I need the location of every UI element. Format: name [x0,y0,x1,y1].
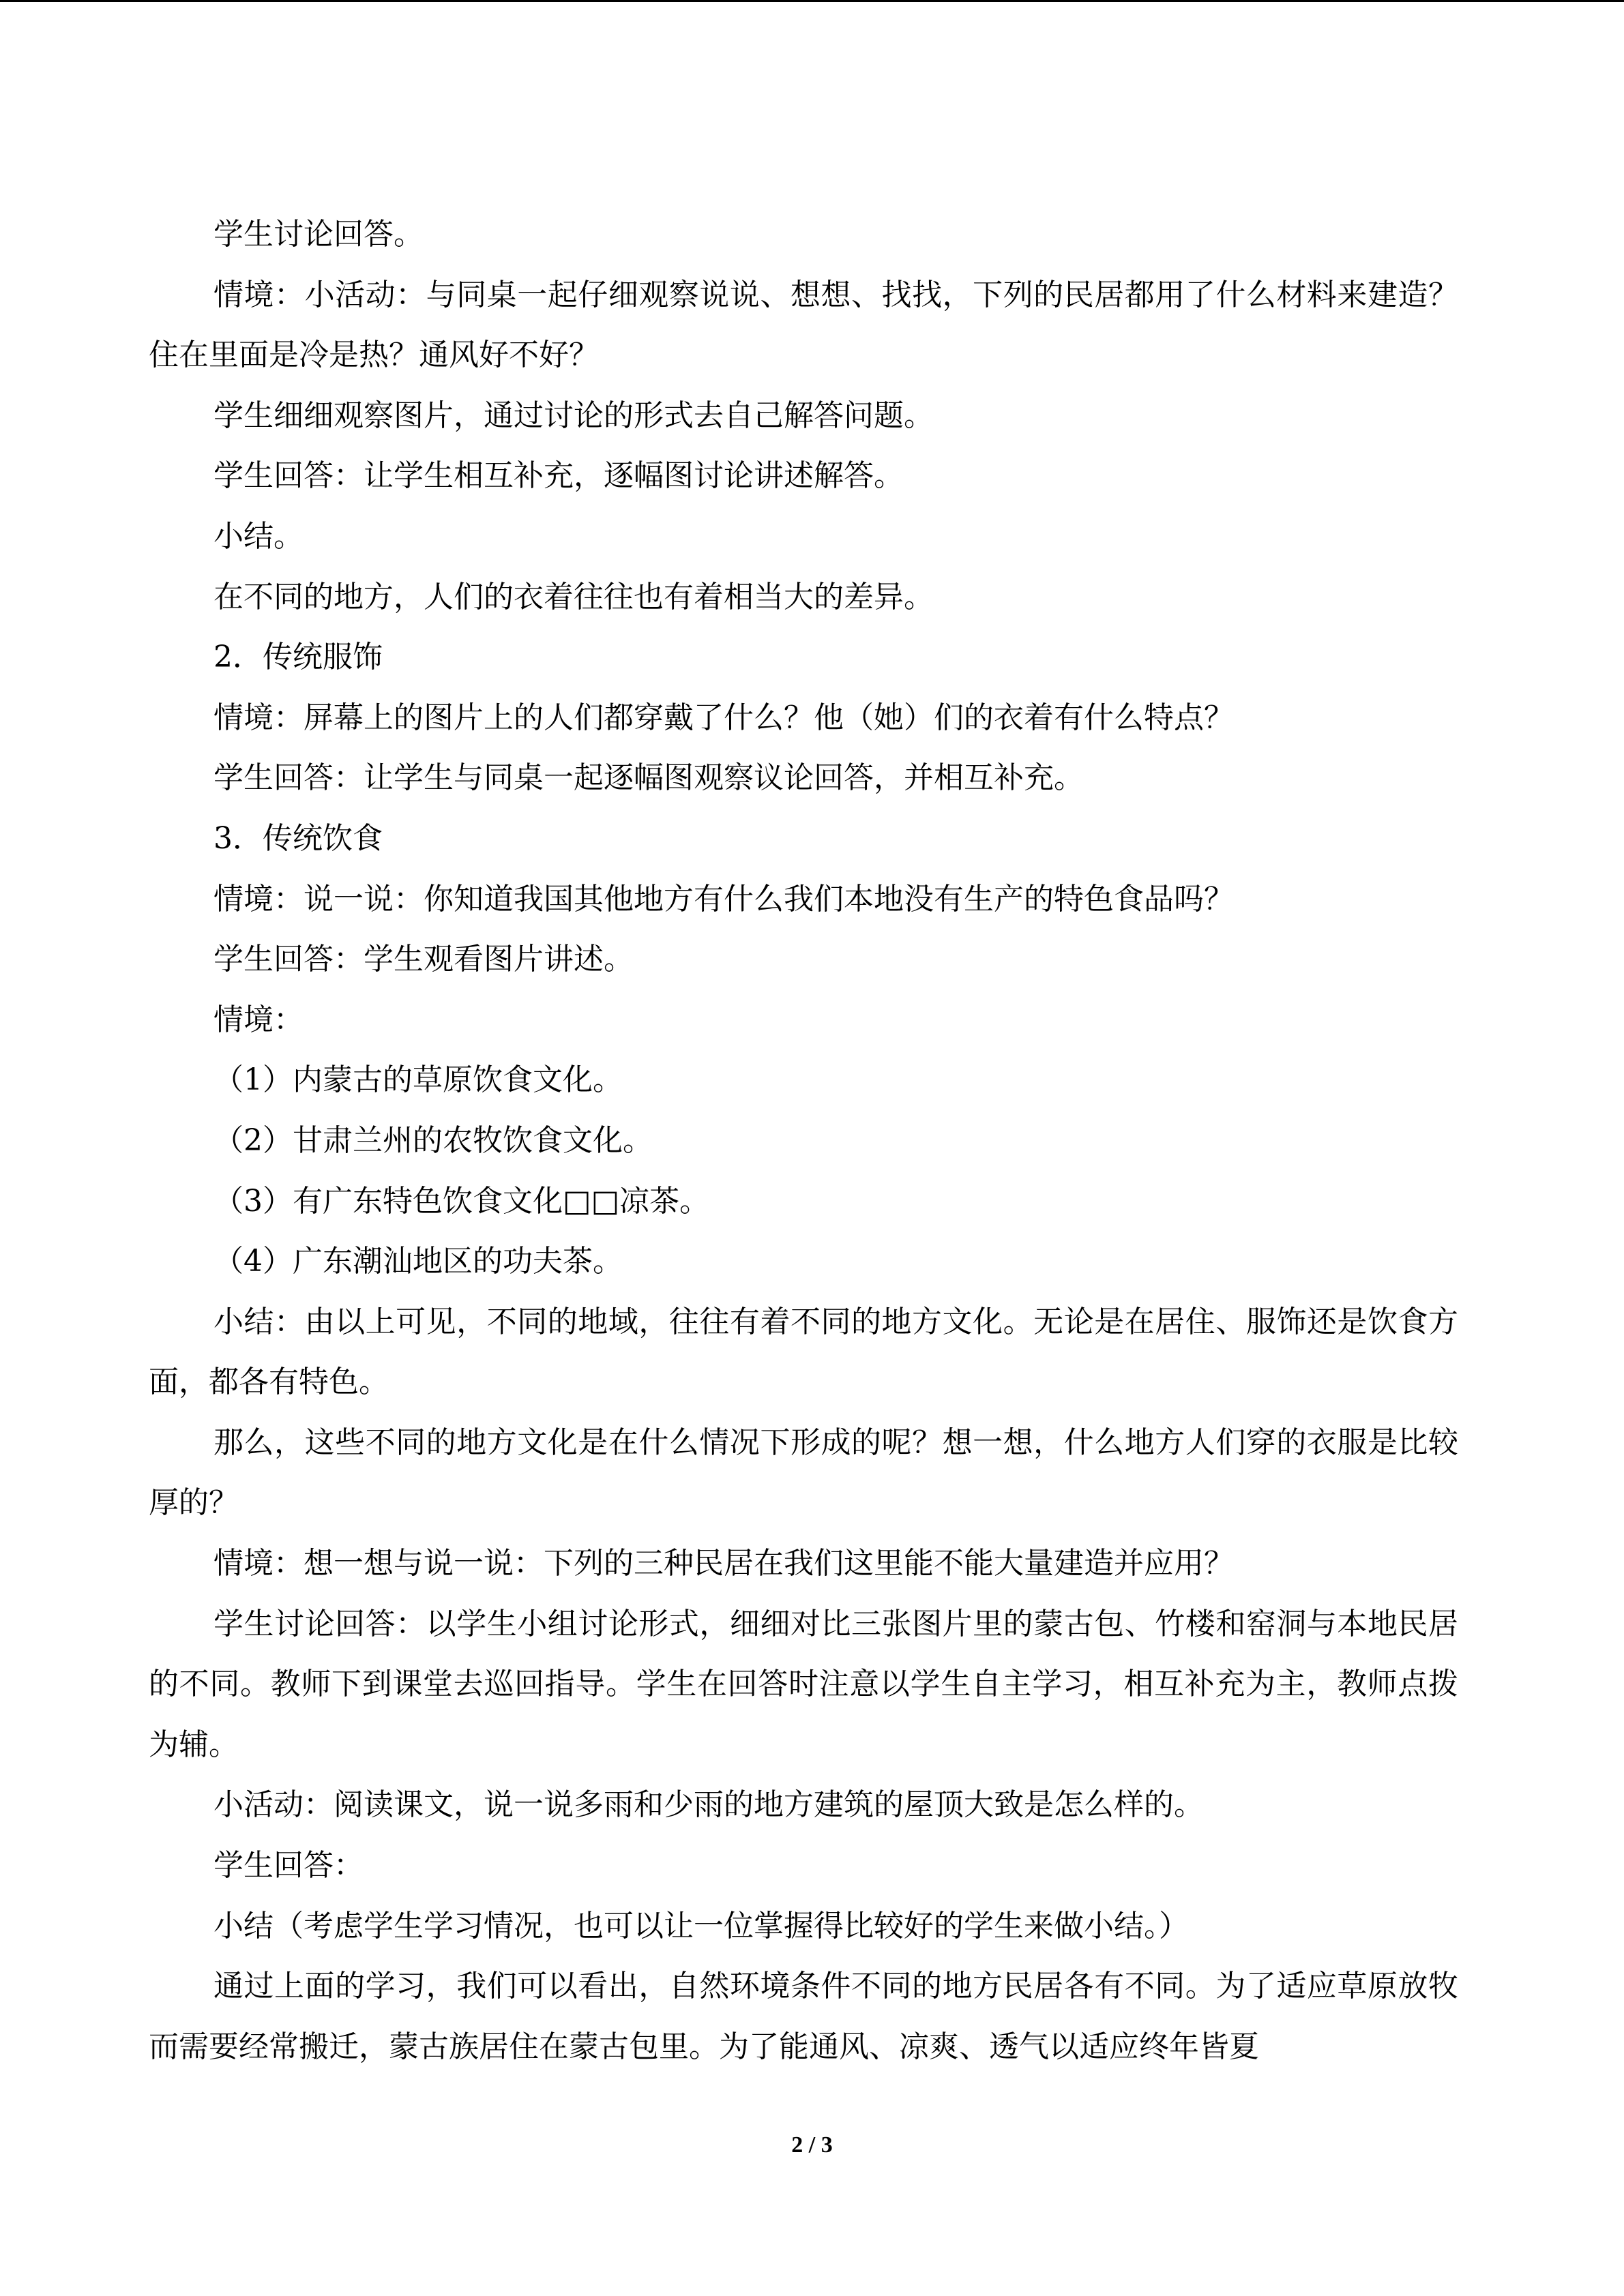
list-item: （4）广东潮汕地区的功夫茶。 [213,1244,623,1279]
list-item: （3）有广东特色饮食文化□□凉茶。 [213,1183,710,1219]
paragraph: 学生细细观察图片，通过讨论的形式去自己解答问题。 [213,398,934,433]
list-item: （1）内蒙古的草原饮食文化。 [213,1062,623,1098]
section-heading: 3．传统饮食 [213,820,383,856]
paragraph: 那么，这些不同的地方文化是在什么情况下形成的呢？想一想，什么地方人们穿的衣服是比较厚的？ [149,1425,1458,1521]
paragraph: 学生讨论回答。 [213,217,424,252]
section-heading: 2．传统服饰 [213,640,383,675]
paragraph: 情境：说一说：你知道我国其他地方有什么我们本地没有生产的特色食品吗？ [213,881,1234,916]
paragraph: 情境：想一想与说一说：下列的三种民居在我们这里能不能大量建造并应用？ [213,1546,1234,1581]
paragraph: 学生回答：让学生与同桌一起逐幅图观察议论回答，并相互补充。 [213,760,1084,796]
list-item: （2）甘肃兰州的农牧饮食文化。 [213,1122,653,1158]
paragraph: 学生回答： [213,1848,364,1883]
paragraph: 学生讨论回答：以学生小组讨论形式，细细对比三张图片里的蒙古包、竹楼和窑洞与本地民居的不同。教师下到课堂去巡回指导。学生在回答时注意以学生自主学习，相互补充为主，教师点拨为辅。 [149,1606,1458,1762]
document-body [149,205,1458,2077]
paragraph: 情境：屏幕上的图片上的人们都穿戴了什么？他（她）们的衣着有什么特点？ [213,700,1234,735]
paragraph: 学生回答：学生观看图片讲述。 [213,942,634,977]
paragraph: 通过上面的学习，我们可以看出，自然环境条件不同的地方民居各有不同。为了适应草原放牧而需要经常搬迁，蒙古族居住在蒙古包里。为了能通风、凉爽、透气以适应终年皆夏 [149,1969,1458,2064]
paragraph: 小活动：阅读课文，说一说多雨和少雨的地方建筑的屋顶大致是怎么样的。 [213,1787,1204,1823]
paragraph: 情境： [213,1002,304,1037]
page-top-border [0,0,1624,2]
paragraph: 在不同的地方，人们的衣着往往也有着相当大的差异。 [213,579,934,614]
paragraph: 情境：小活动：与同桌一起仔细观察说说、想想、找找，下列的民居都用了什么材料来建造？住在里面是冷是热？通风好不好？ [149,277,1458,373]
paragraph: 小结（考虑学生学习情况，也可以让一位掌握得比较好的学生来做小结。） [213,1908,1189,1943]
paragraph: 学生回答：让学生相互补充，逐幅图讨论讲述解答。 [213,458,904,494]
paragraph: 小结。 [213,518,304,554]
paragraph: 小结：由以上可见，不同的地域，往往有着不同的地方文化。无论是在居住、服饰还是饮食方面，都各有特色。 [149,1304,1458,1400]
page-number: 2 / 3 [791,2132,833,2158]
